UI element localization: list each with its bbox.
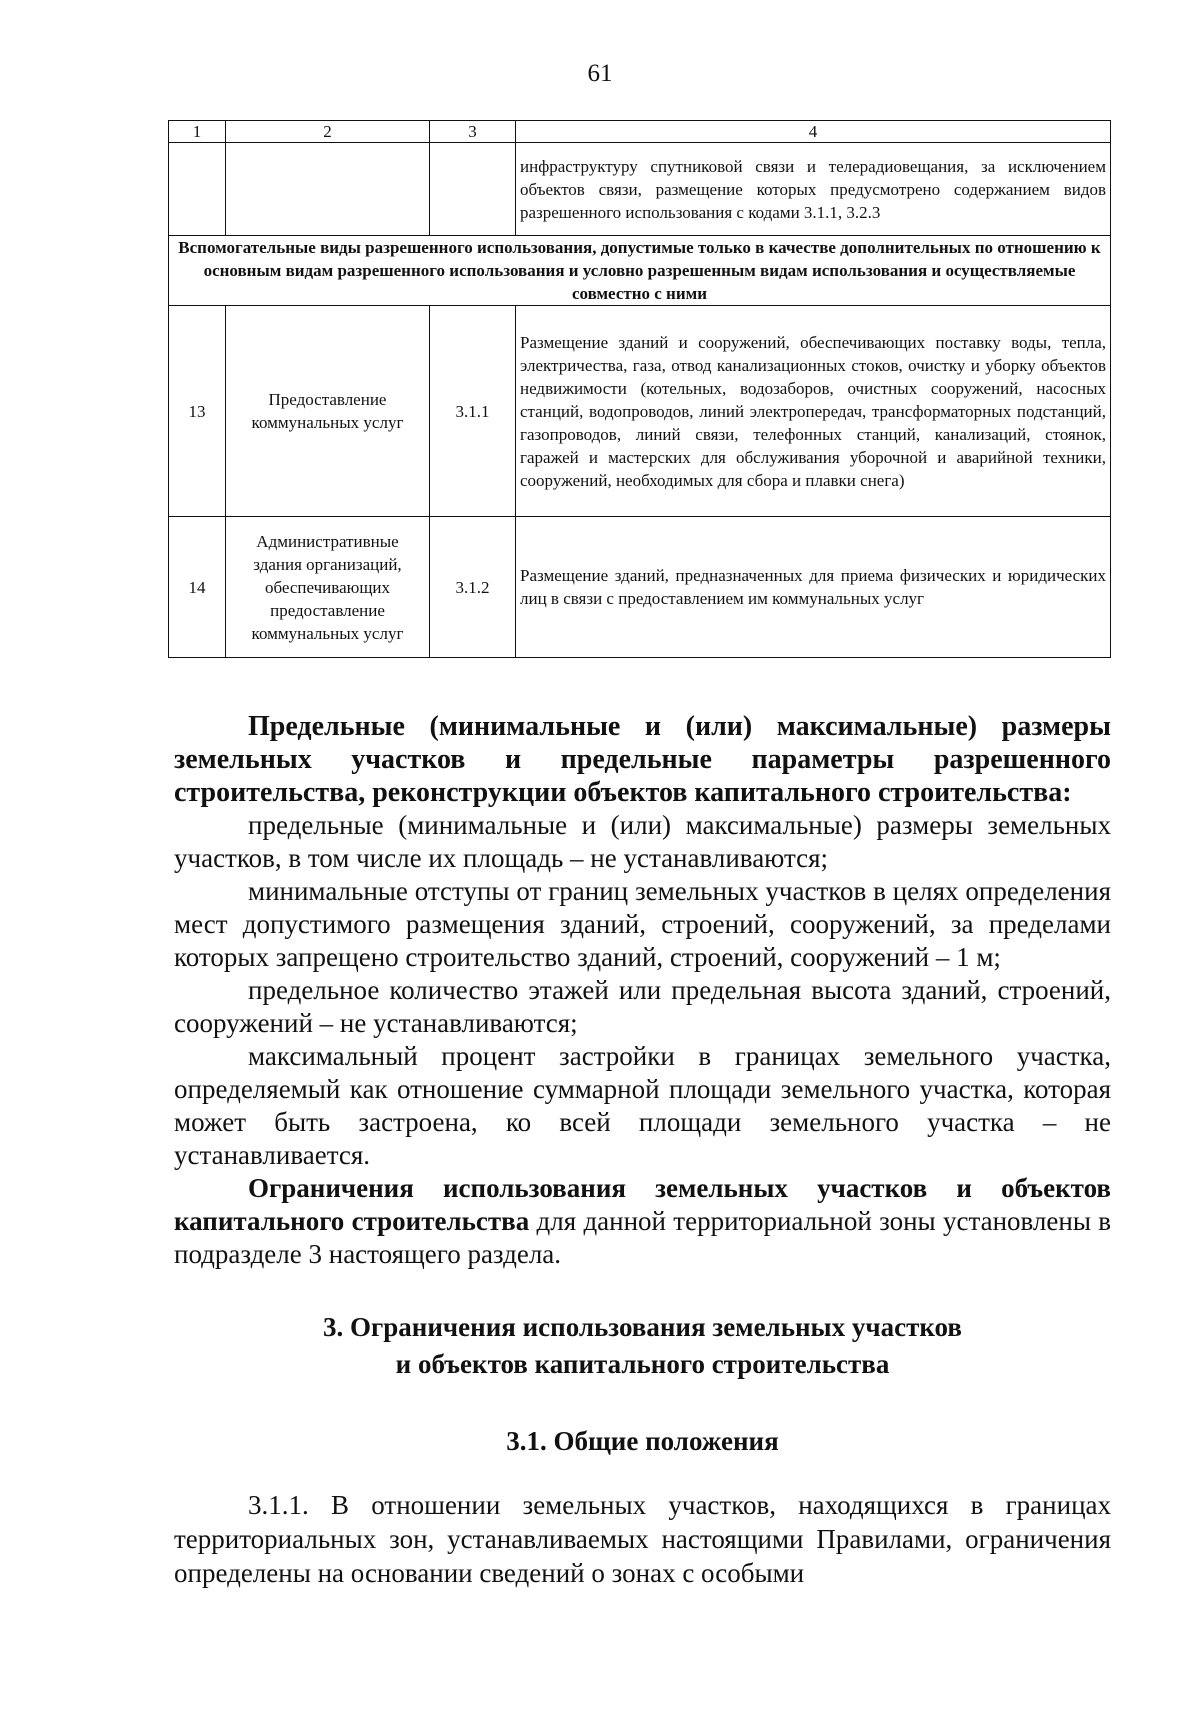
row-number: 14 bbox=[169, 517, 226, 658]
row-number: 13 bbox=[169, 306, 226, 517]
header-cell-2: 2 bbox=[226, 121, 430, 143]
document-body bbox=[174, 710, 1111, 1590]
land-use-table bbox=[168, 120, 1111, 658]
auxiliary-uses-band: Вспомогательные виды разрешенного использования, допустимые только в качестве дополнительных по отношению к основным видам разрешенного использования и условно разрешенным видам использования и осуществляемые совместно с ними bbox=[169, 236, 1111, 306]
page-number: 61 bbox=[587, 60, 613, 87]
header-cell-3: 3 bbox=[430, 121, 516, 143]
use-name: Административные здания организаций, обеспечивающих предоставление коммунальных услуг bbox=[226, 517, 430, 658]
section-paragraph: 3.1.1. В отношении земельных участков, находящихся в границах территориальных зон, устанавливаемых настоящими Правилами, ограничения определены на основании сведений о зонах с особыми bbox=[174, 1490, 1111, 1588]
section-band-row bbox=[169, 236, 1111, 306]
use-description: Размещение зданий и сооружений, обеспечивающих поставку воды, тепла, электричества, газа, отвод канализационных стоков, очистку и уборку объектов недвижимости (котельных, водозаборов, очистных сооружений, насосных станций, водопроводов, линий электропередач, трансформаторных подстанций, газопроводов, линий связи, телефонных станций, канализаций, стоянок, гаражей и мастерских для обслуживания уборочной и аварийной техники, сооружений, необходимых для сбора и плавки снега) bbox=[516, 306, 1111, 517]
restrictions-bold: Ограничения использования земельных участков и объектов капитального строительства bbox=[174, 1173, 1111, 1236]
subsection-title: 3.1. Общие положения bbox=[506, 1426, 779, 1456]
section-title-line2: и объектов капитального строительства bbox=[395, 1349, 890, 1379]
restrictions-rest: для данной территориальной зоны установлены в подразделе 3 настоящего раздела. bbox=[174, 1206, 1111, 1269]
limit-item: максимальный процент застройки в границах земельного участка, определяемый как отношение суммарной площади земельного участка, которая может быть застроена, ко всей площади земельного участка – не устанавливается. bbox=[174, 1041, 1111, 1170]
continuation-row bbox=[169, 143, 1111, 236]
header-cell-1: 1 bbox=[169, 121, 226, 143]
restrictions-paragraph bbox=[174, 1172, 1111, 1271]
header-cell-4: 4 bbox=[516, 121, 1111, 143]
limit-item: предельное количество этажей или предельная высота зданий, строений, сооружений – не устанавливаются; bbox=[174, 975, 1111, 1038]
section-title bbox=[174, 1309, 1111, 1383]
use-name: Предоставление коммунальных услуг bbox=[226, 306, 430, 517]
limit-item: минимальные отступы от границ земельных участков в целях определения мест допустимого размещения зданий, строений, сооружений, за пределами которых запрещено строительство зданий, строений, сооружений – 1 м; bbox=[174, 876, 1111, 972]
table-header-row bbox=[169, 121, 1111, 143]
use-code: 3.1.1 bbox=[430, 306, 516, 517]
continuation-text: инфраструктуру спутниковой связи и телерадиовещания, за исключением объектов связи, размещение которых предусмотрено содержанием видов разрешенного использования с кодами 3.1.1, 3.2.3 bbox=[516, 143, 1111, 236]
use-code: 3.1.2 bbox=[430, 517, 516, 658]
table-row bbox=[169, 517, 1111, 658]
table-row bbox=[169, 306, 1111, 517]
section-title-line1: 3. Ограничения использования земельных участков bbox=[323, 1312, 962, 1342]
limit-item: предельные (минимальные и (или) максимальные) размеры земельных участков, в том числе их площадь – не устанавливаются; bbox=[174, 810, 1111, 873]
use-description: Размещение зданий, предназначенных для приема физических и юридических лиц в связи с предоставлением им коммунальных услуг bbox=[516, 517, 1111, 658]
limits-heading: Предельные (минимальные и (или) максимальные) размеры земельных участков и предельные параметры разрешенного строительства, реконструкции объектов капитального строительства: bbox=[174, 711, 1111, 808]
